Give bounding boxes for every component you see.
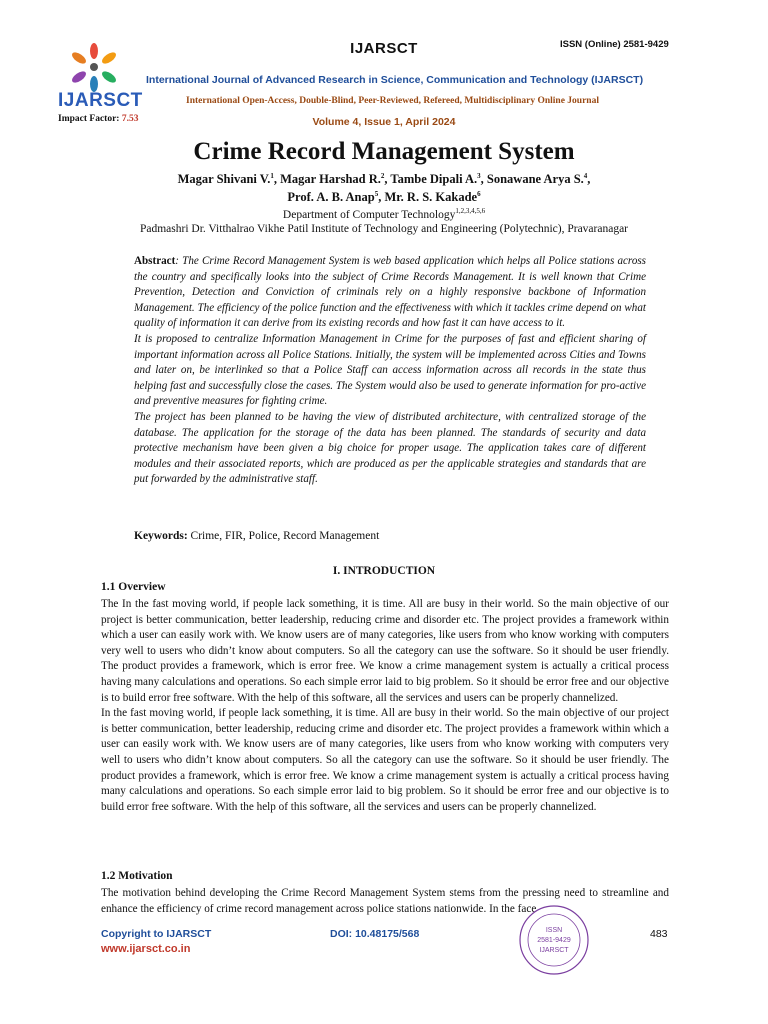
author-separator: ,	[587, 172, 591, 187]
department-name: Department of Computer Technology	[282, 208, 456, 221]
author-affiliation: 6	[477, 190, 481, 198]
author-list-line-2	[0, 190, 768, 205]
subsection-heading-overview: 1.1 Overview	[101, 581, 166, 593]
abstract	[134, 254, 646, 488]
author-affiliation: 2	[380, 172, 385, 180]
abstract-text: : The Crime Record Management System is web based application which helps all Police stations across the country and specifically looks into the subject of Crime Records Management. It is well known that Crime Prevention, Detection and Conviction of criminals rely on a highly responsive backbone of Information Management. The efficiency of the police function and the effectiveness with which it tackles crime depend on what quality of information it can derive from its existing records and how fast it can have access to it.	[134, 255, 646, 330]
keywords	[134, 530, 379, 542]
abstract-paragraph: It is proposed to centralize Information Management in Crime for the purposes of fast and efficient sharing of important information across all Police Stations. Initially, the system will be implemented across Cities and Towns and later on, be interlinked so that a Police Staff can access information across all records in the state thus helping fast and successfully close the cases. The System would also be used to generate information for pro-active and preventive measures for fighting crime.	[134, 332, 646, 408]
seal-text: IJARSCT	[539, 947, 569, 954]
department	[0, 207, 768, 221]
seal-text: ISSN	[545, 927, 563, 934]
impact-factor-label: Impact Factor:	[58, 114, 122, 124]
abstract-paragraph: The project has been planned to be having the view of distributed architecture, with centralized storage of the database. The application for the storage of the data has been planned. The standards of security and data protective mechanism have been given a big choice for proper usage. The application takes care of different modules and their associated reports, which are produced as per the applicable strategies and standards that are put forwarded by the administrative staff.	[134, 410, 646, 486]
author-name: Magar Shivani V.	[177, 172, 271, 187]
author-affiliation: 4	[583, 172, 588, 180]
author-name: Magar Harshad R.	[280, 172, 381, 187]
journal-short-name: IJARSCT	[350, 40, 418, 57]
impact-factor-value: 7.53	[121, 114, 139, 124]
logo-text: IJARSCT	[58, 90, 143, 111]
subsection-heading-motivation: 1.2 Motivation	[101, 870, 173, 882]
abstract-paragraph	[134, 254, 646, 332]
author-affiliation: 3	[477, 172, 481, 180]
author-name: Sonawane Arya S.	[486, 172, 584, 187]
journal-full-name: International Journal of Advanced Research in Science, Communication and Technology (IJARSCT)	[146, 74, 644, 86]
department-affiliation: 1,2,3,4,5,6	[455, 207, 486, 215]
footer-website-link[interactable]: www.ijarsct.co.in	[101, 943, 191, 955]
abstract-label: Abstract	[134, 255, 176, 267]
section-heading-introduction: I. INTRODUCTION	[332, 565, 436, 577]
author-separator: ,	[273, 172, 281, 187]
author-separator: ,	[480, 172, 487, 187]
seal-text: 2581-9429	[537, 937, 571, 944]
paper-title: Crime Record Management System	[193, 138, 575, 165]
author-list-line-1	[0, 172, 768, 187]
author-name: Mr. R. S. Kakade	[384, 190, 478, 205]
journal-description: International Open-Access, Double-Blind, Peer-Reviewed, Refereed, Multidisciplinary Online Journal	[186, 96, 599, 106]
keywords-list: Crime, FIR, Police, Record Management	[187, 530, 380, 542]
author-name: Prof. A. B. Anap	[287, 190, 375, 205]
author-name: Tambe Dipali A.	[390, 172, 478, 187]
author-separator: ,	[378, 190, 385, 205]
page-number: 483	[650, 928, 668, 940]
body-paragraph: In the fast moving world, if people lack something, it is time. All are busy in their world. So the main objective of our project is better communication, better leadership, reducing crime and disorder etc. The project provides a framework within which a user can easily work with. We know users are of many categories, like users from who know working with computers very well to users who didn’t know about computers. So all the category can use the software. So it should be user friendly. The product provides a framework, which is error free. We know a crime management system is actually a critical process having many calculations and operations. So each simple error laid to big problem. So it should be error free and our objective is to build error free software. With the help of this software, all the services and users can be properly channelized.	[101, 707, 669, 813]
author-separator: ,	[384, 172, 391, 187]
footer-doi: DOI: 10.48175/568	[330, 928, 420, 940]
overview-body	[101, 597, 669, 815]
author-affiliation: 1	[270, 172, 274, 180]
institute: Padmashri Dr. Vitthalrao Vikhe Patil Institute of Technology and Engineering (Polytechnic), Pravaranagar	[139, 223, 629, 235]
body-paragraph: The motivation behind developing the Crime Record Management System stems from the pressing need to streamline and enhance the efficiency of crime record management across police stations nationwide. In the face	[101, 887, 669, 915]
author-affiliation: 5	[374, 190, 379, 198]
footer-copyright: Copyright to IJARSCT	[101, 928, 212, 940]
keywords-label: Keywords:	[134, 530, 188, 542]
volume-issue: Volume 4, Issue 1, April 2024	[312, 116, 456, 128]
issn: ISSN (Online) 2581-9429	[560, 39, 669, 50]
journal-seal-icon	[518, 904, 590, 976]
body-paragraph: The In the fast moving world, if people lack something, it is time. All are busy in their world. So the main objective of our project is better communication, better leadership, reducing crime and disorder etc. The project provides a framework within which a user can easily work with. We know users are of many categories, like users from who know working with computers very well to users who didn’t know about computers. So all the category can use the software. So it should be user friendly. The product provides a framework, which is error free. We know a crime management system is actually a critical process having many calculations and operations. So each simple error laid to big problem. So it should be error free and our objective is to build error free software. With the help of this software, all the services and users can be properly channelized.	[101, 598, 669, 704]
